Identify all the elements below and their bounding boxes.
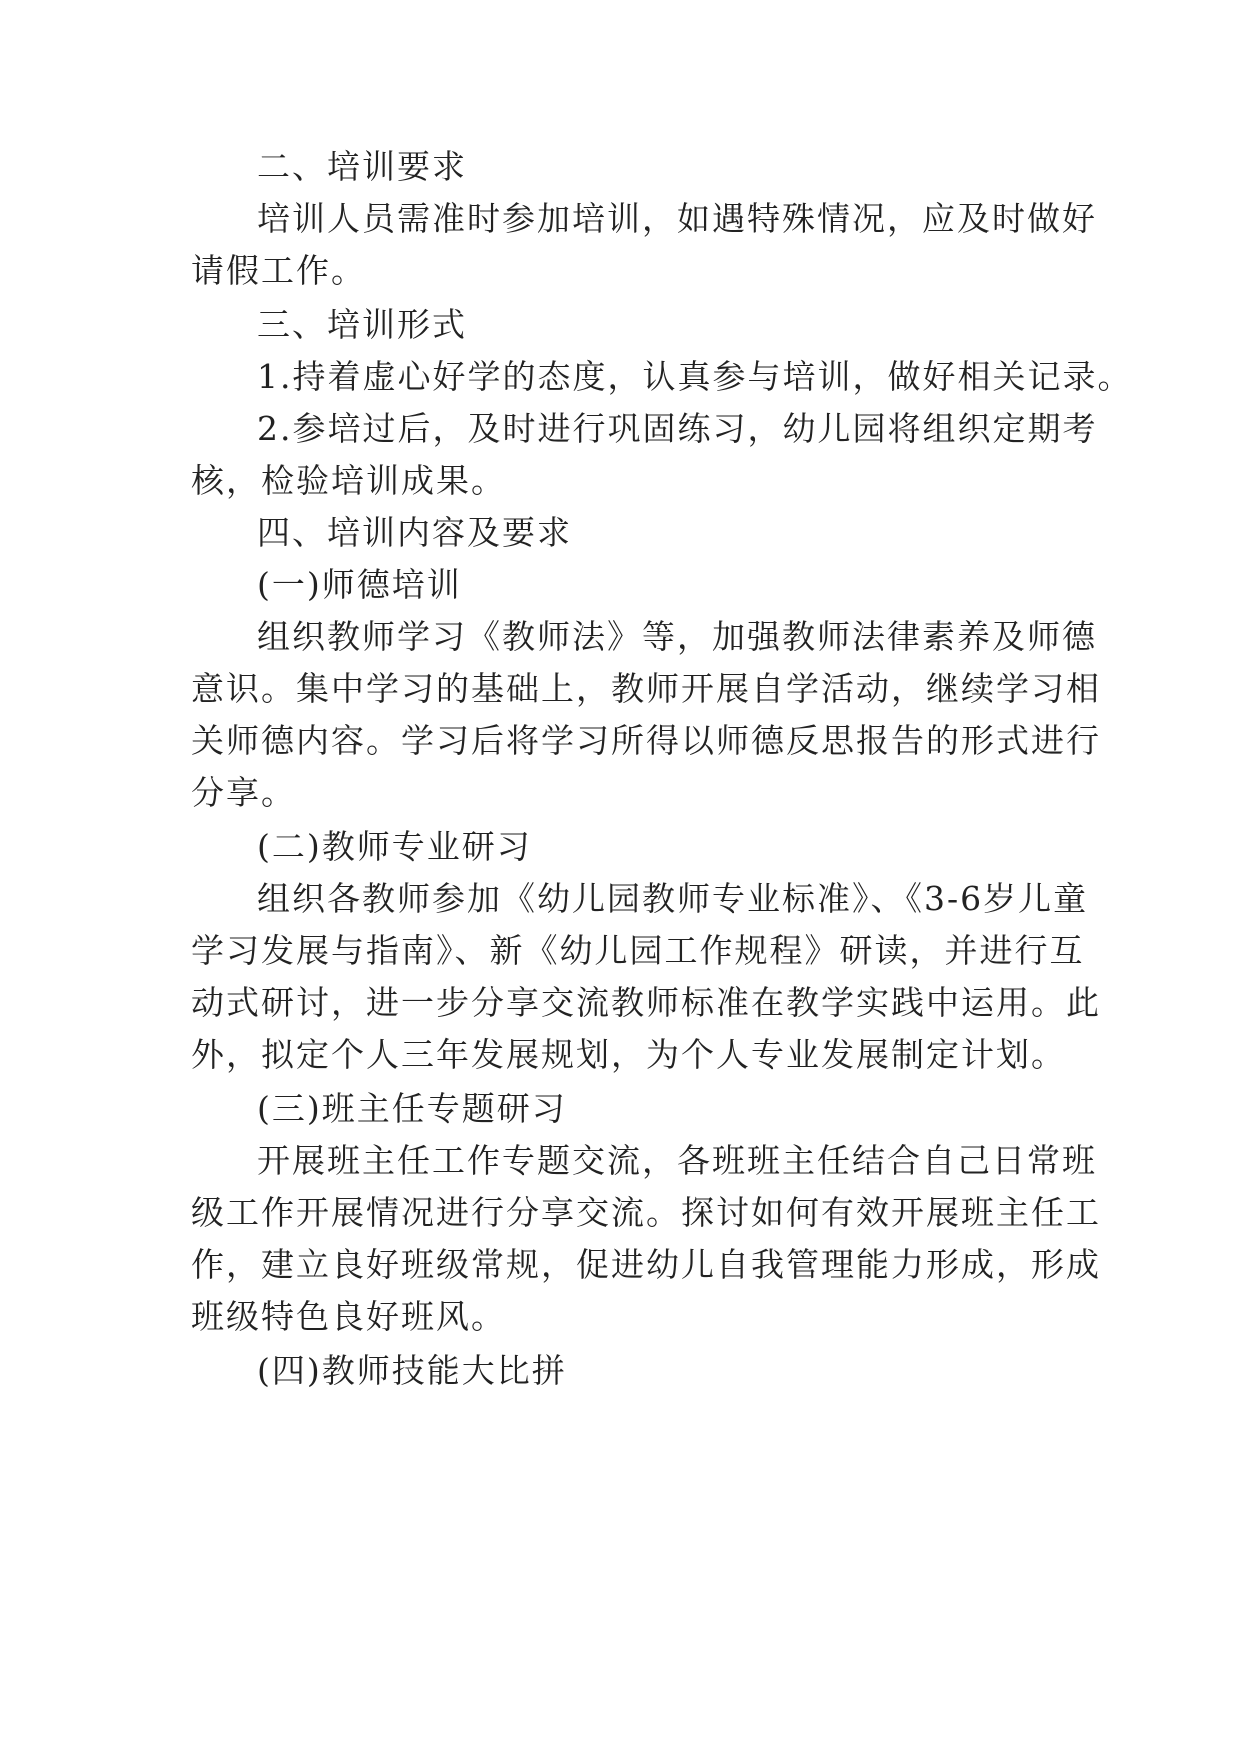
paragraph-line: 开展班主任工作专题交流，各班班主任结合自己日常班	[257, 1141, 1097, 1180]
paragraph-line: 级工作开展情况进行分享交流。探讨如何有效开展班主任工	[191, 1193, 1101, 1232]
paragraph-line: 外，拟定个人三年发展规划，为个人专业发展制定计划。	[191, 1035, 1066, 1074]
paragraph-line: 动式研讨，进一步分享交流教师标准在教学实践中运用。此	[191, 983, 1101, 1022]
subheading-teacher-skills-contest: (四)教师技能大比拼	[257, 1351, 567, 1390]
subheading-professional-study: (二)教师专业研习	[257, 827, 532, 866]
paragraph-line: 分享。	[191, 773, 296, 812]
paragraph-line: 学习发展与指南》、新《幼儿园工作规程》研读，并进行互	[191, 931, 1085, 970]
paragraph-line: 作，建立良好班级常规，促进幼儿自我管理能力形成，形成	[191, 1245, 1101, 1284]
paragraph-line: 培训人员需准时参加培训，如遇特殊情况，应及时做好	[257, 199, 1097, 238]
section-heading-training-requirements: 二、培训要求	[257, 147, 467, 186]
subheading-head-teacher-study: (三)班主任专题研习	[257, 1089, 567, 1128]
paragraph-line: 班级特色良好班风。	[191, 1297, 506, 1336]
paragraph-line: 请假工作。	[191, 251, 366, 290]
paragraph-line: 意识。集中学习的基础上，教师开展自学活动，继续学习相	[191, 669, 1101, 708]
subheading-ethics-training: (一)师德培训	[257, 565, 462, 604]
list-item-2-continuation: 核，检验培训成果。	[191, 461, 506, 500]
section-heading-training-format: 三、培训形式	[257, 305, 467, 344]
paragraph-line: 组织教师学习《教师法》等，加强教师法律素养及师德	[257, 617, 1097, 656]
list-item-2: 2.参培过后，及时进行巩固练习，幼儿园将组织定期考	[257, 409, 1098, 448]
paragraph-line: 组织各教师参加《幼儿园教师专业标准》、《3-6岁儿童	[257, 879, 1089, 918]
paragraph-line: 关师德内容。学习后将学习所得以师德反思报告的形式进行	[191, 721, 1101, 760]
list-item-1: 1.持着虚心好学的态度，认真参与培训，做好相关记录。	[257, 357, 1133, 396]
section-heading-training-content: 四、培训内容及要求	[257, 513, 572, 552]
